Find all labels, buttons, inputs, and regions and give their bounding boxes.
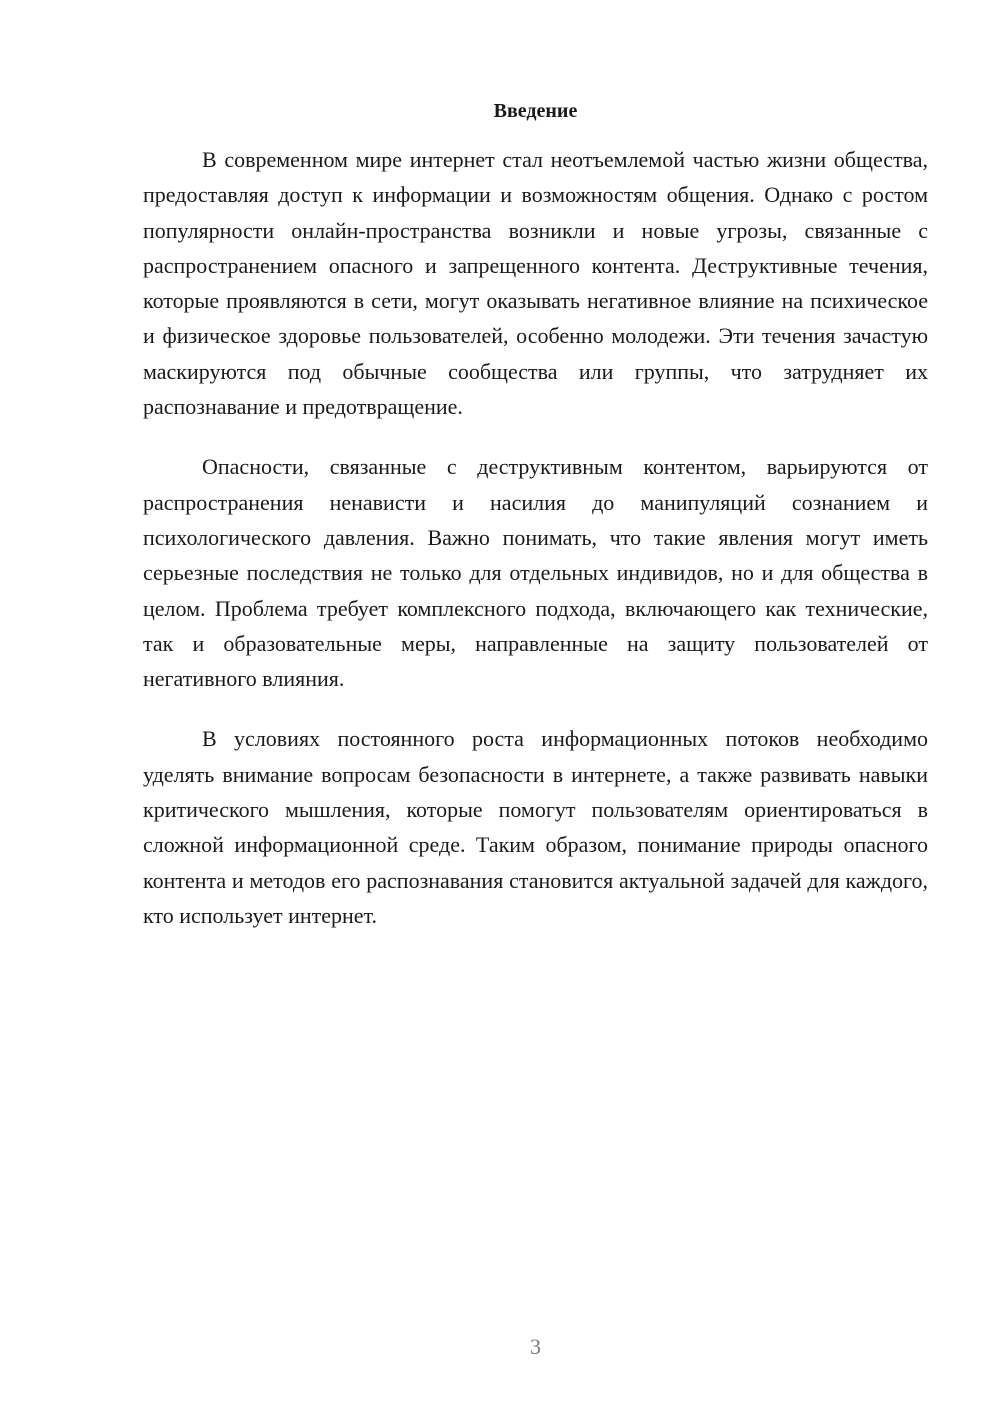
page-number: 3 <box>530 1334 541 1359</box>
body-text <box>143 142 928 958</box>
paragraph-2: Опасности, связанные с деструктивным контентом, варьируются от распространения ненависти и насилия до манипуляций сознанием и психологического давления. Важно понимать, что такие явления могут иметь серьезные последствия не только для отдельных индивидов, но и для общества в целом. Проблема требует комплексного подхода, включающего как технические, так и образовательные меры, направленные на защиту пользователей от негативного влияния. <box>143 454 928 692</box>
paragraph-3: В условиях постоянного роста информационных потоков необходимо уделять внимание вопросам безопасности в интернете, а также развивать навыки критического мышления, которые помогут пользователям ориентироваться в сложной информационной среде. Таким образом, понимание природы опасного контента и методов его распознавания становится актуальной задачей для каждого, кто использует интернет. <box>143 726 928 928</box>
section-heading: Введение <box>493 100 578 122</box>
paragraph-1: В современном мире интернет стал неотъемлемой частью жизни общества, предоставляя доступ к информации и возможностям общения. Однако с ростом популярности онлайн-пространства возникли и новые угрозы, связанные с распространением опасного и запрещенного контента. Деструктивные течения, которые проявляются в сети, могут оказывать негативное влияние на психическое и физическое здоровье пользователей, особенно молодежи. Эти течения зачастую маскируются под обычные сообщества или группы, что затрудняет их распознавание и предотвращение. <box>143 147 928 420</box>
